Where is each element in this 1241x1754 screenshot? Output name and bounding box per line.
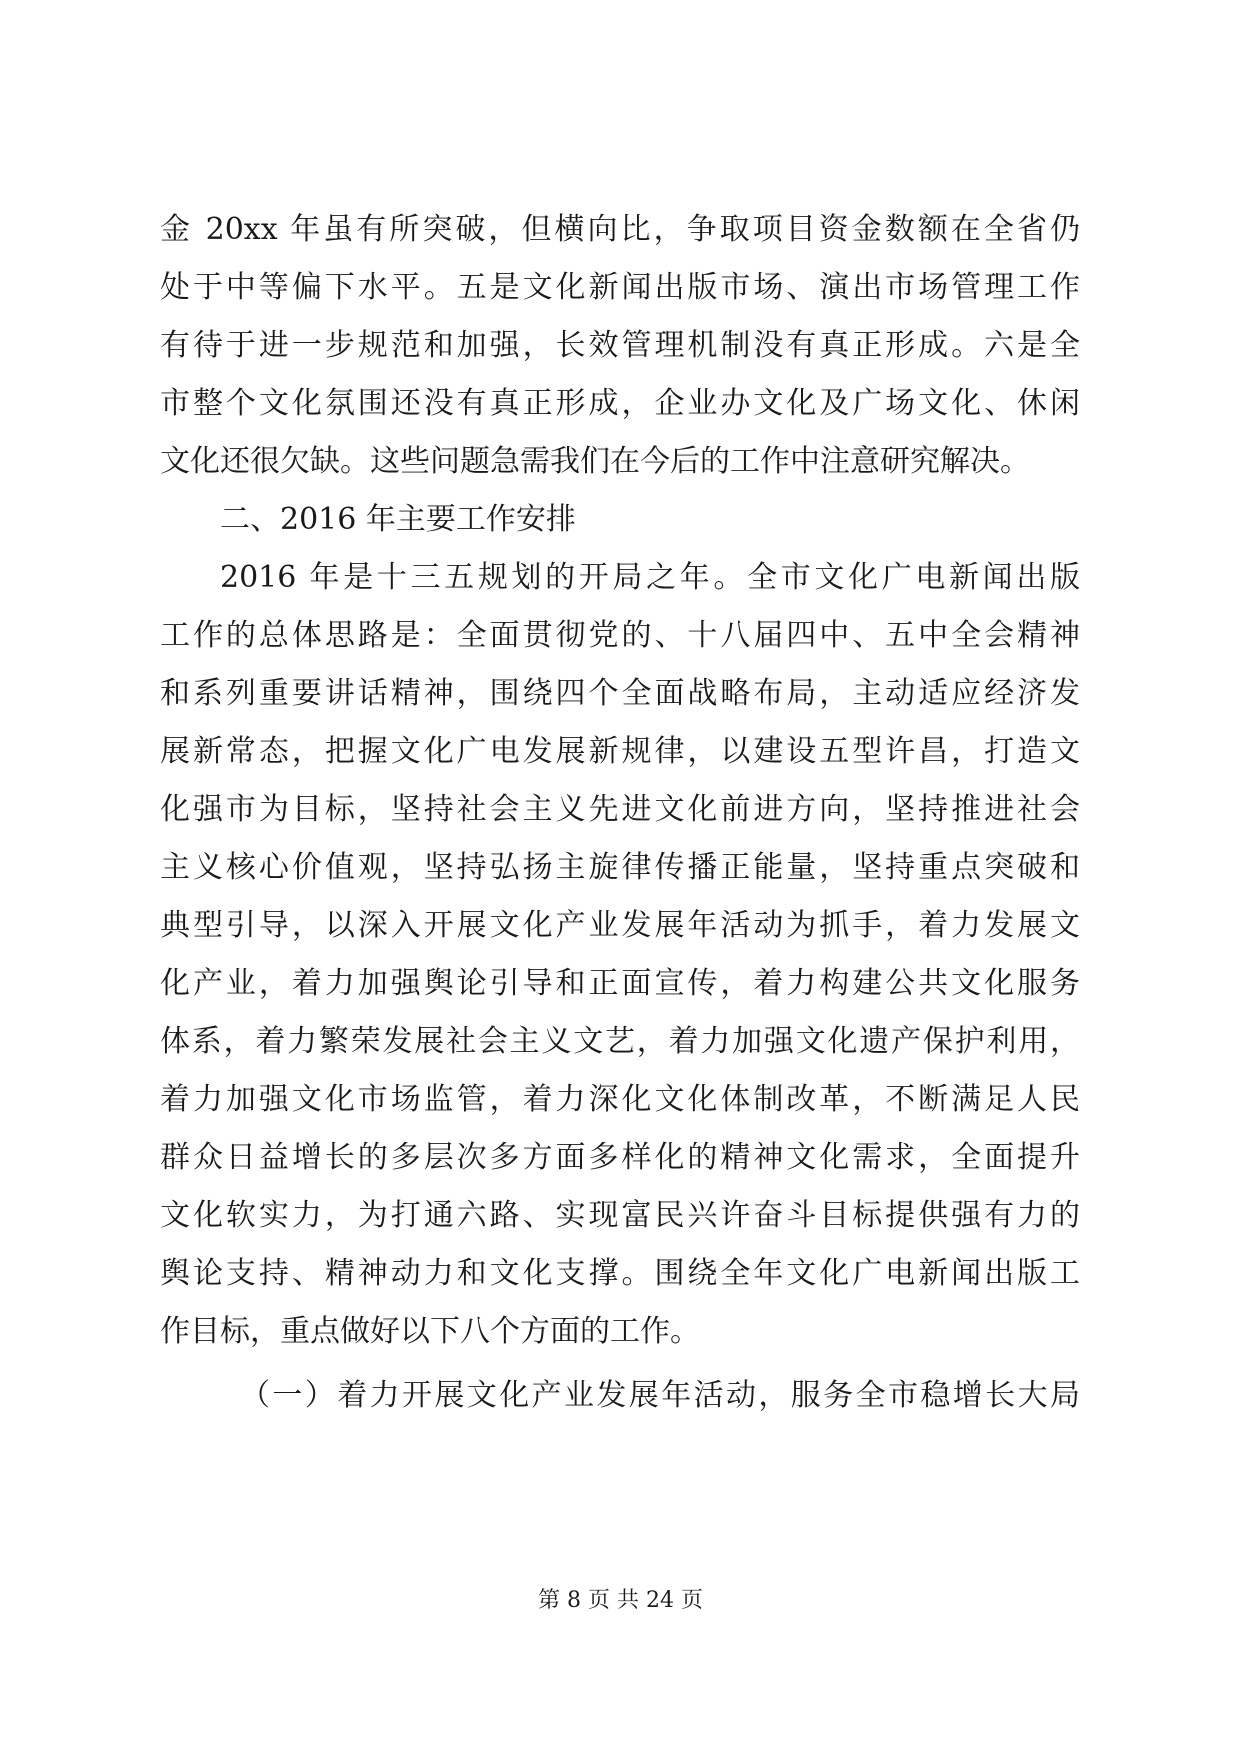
body-line: 文化还很欠缺。这些问题急需我们在今后的工作中注意研究解决。 <box>160 444 1030 479</box>
sub-heading: （一）着力开展文化产业发展年活动，服务全市稳增长大局 <box>240 1378 1080 1413</box>
body-line: 处于中等偏下水平。五是文化新闻出版市场、演出市场管理工作 <box>160 270 1080 305</box>
body-line: 化产业，着力加强舆论引导和正面宣传，着力构建公共文化服务 <box>160 966 1080 1001</box>
body-line: 体系，着力繁荣发展社会主义文艺，着力加强文化遗产保护利用， <box>160 1024 1080 1059</box>
body-line: 群众日益增长的多层次多方面多样化的精神文化需求，全面提升 <box>160 1140 1080 1175</box>
body-line: 作目标，重点做好以下八个方面的工作。 <box>160 1314 700 1349</box>
body-line: 舆论支持、精神动力和文化支撑。围绕全年文化广电新闻出版工 <box>160 1256 1080 1291</box>
section-heading: 二、2016 年主要工作安排 <box>220 502 576 537</box>
body-line: 市整个文化氛围还没有真正形成，企业办文化及广场文化、休闲 <box>160 386 1080 421</box>
body-line: 文化软实力，为打通六路、实现富民兴许奋斗目标提供强有力的 <box>160 1198 1080 1233</box>
body-line: 2016 年是十三五规划的开局之年。全市文化广电新闻出版 <box>220 560 1080 595</box>
body-line: 有待于进一步规范和加强，长效管理机制没有真正形成。六是全 <box>160 328 1080 363</box>
body-line: 工作的总体思路是：全面贯彻党的、十八届四中、五中全会精神 <box>160 618 1080 653</box>
body-line: 展新常态，把握文化广电发展新规律，以建设五型许昌，打造文 <box>160 734 1080 769</box>
body-line: 典型引导，以深入开展文化产业发展年活动为抓手，着力发展文 <box>160 908 1080 943</box>
body-line: 主义核心价值观，坚持弘扬主旋律传播正能量，坚持重点突破和 <box>160 850 1080 885</box>
body-line: 化强市为目标，坚持社会主义先进文化前进方向，坚持推进社会 <box>160 792 1080 827</box>
body-line: 和系列重要讲话精神，围绕四个全面战略布局，主动适应经济发 <box>160 676 1080 711</box>
page-number-footer: 第 8 页 共 24 页 <box>538 1588 703 1613</box>
body-line: 金 20xx 年虽有所突破，但横向比，争取项目资金数额在全省仍 <box>160 212 1080 247</box>
body-line: 着力加强文化市场监管，着力深化文化体制改革，不断满足人民 <box>160 1082 1080 1117</box>
